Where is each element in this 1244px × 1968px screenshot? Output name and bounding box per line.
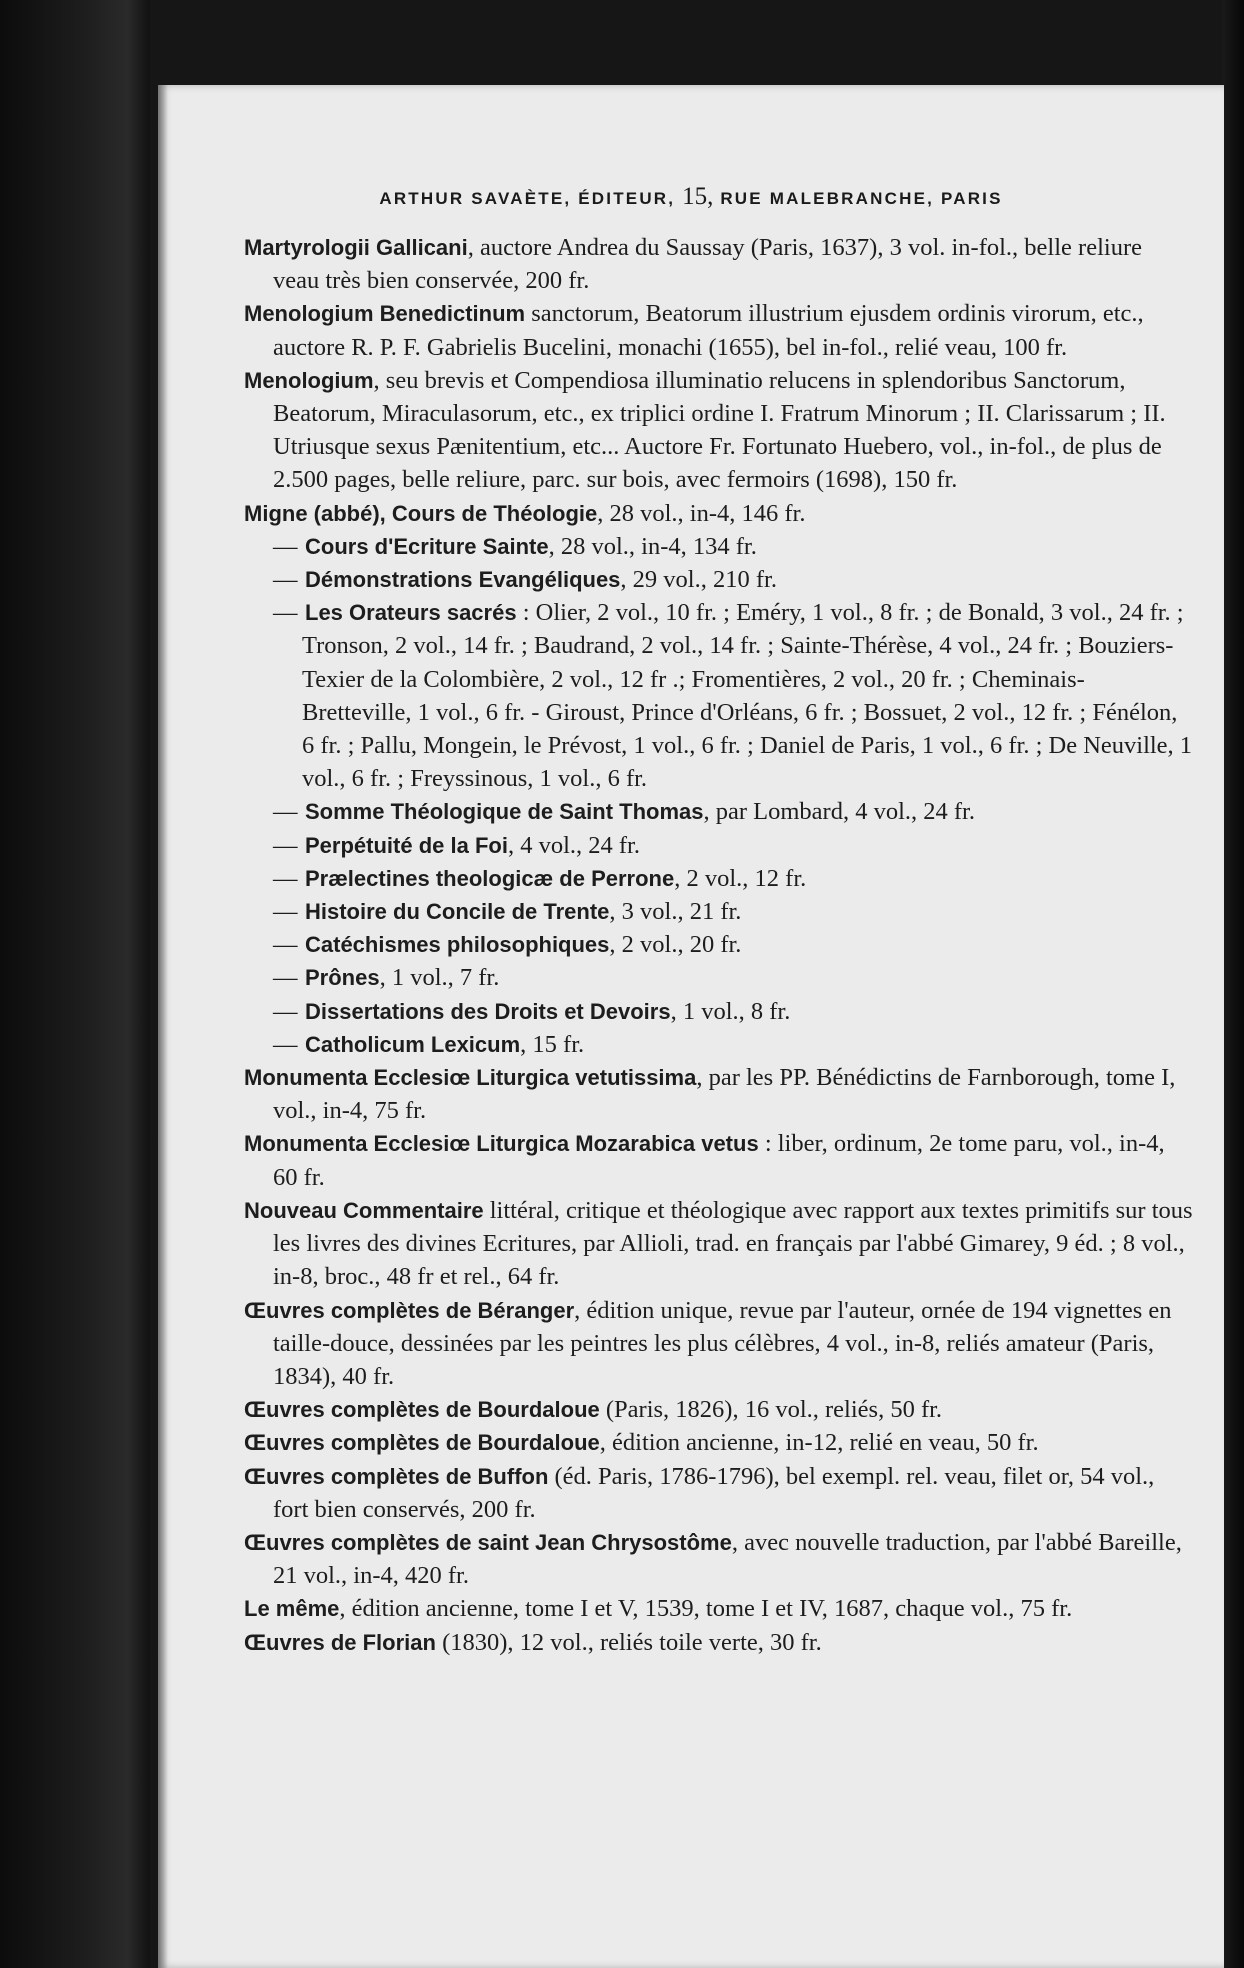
catalogue-entry: [244, 995, 1194, 1028]
ditto-dash: —: [273, 1030, 298, 1058]
catalogue-entries: [244, 231, 1194, 1659]
catalogue-entry: [244, 1460, 1194, 1526]
entry-description: , édition unique, revue par l'auteur, ornée de 194 vignettes en taille-douce, dessinées par les peintres les plus célèbres, 4 vol., in-8, reliés amateur (Paris, 1834), 40 fr.: [273, 1296, 1172, 1390]
catalogue-entry: [244, 297, 1194, 363]
catalogue-entry: [244, 530, 1194, 563]
entry-description: (Paris, 1826), 16 vol., reliés, 50 fr.: [599, 1396, 943, 1424]
catalogue-entry: [244, 1393, 1194, 1426]
entry-title: Menologium: [244, 367, 374, 393]
entry-title: Martyrologii Gallicani: [244, 235, 468, 260]
entry-title: Nouveau Commentaire: [244, 1197, 484, 1223]
ditto-dash: —: [273, 566, 298, 594]
entry-title: Perpétuité de la Foi: [305, 832, 508, 858]
entry-description: , par Lombard, 4 vol., 24 fr.: [703, 798, 975, 826]
entry-title: Démonstrations Evangéliques: [305, 567, 621, 593]
entry-title: Migne (abbé), Cours de Théologie: [244, 500, 598, 526]
entry-description: , auctore Andrea du Saussay (Paris, 1637), 3 vol. in-fol., belle reliure veau très bien conservée, 200 fr.: [273, 234, 1142, 295]
entry-description: , seu brevis et Compendiosa illuminatio relucens in splendoribus Sanctorum, Beatorum, Miraculasorum, etc., ex triplici ordine I. Fratrum Minorum ; II. Clarissarum ; II. Utriusque sexus Pænitentium, etc... Auctore Fr. Fortunato Huebero, vol., in-fol., de plus de 2.500 pages, belle reliure, parc. sur bois, avec fermoirs (1698), 150 fr.: [273, 366, 1166, 494]
catalogue-entry: [244, 1426, 1194, 1459]
catalogue-entry: [244, 961, 1194, 994]
entry-title: Œuvres complètes de Buffon: [244, 1463, 549, 1489]
catalogue-entry: [244, 1626, 1194, 1659]
entry-description: , 4 vol., 24 fr.: [507, 831, 640, 859]
entry-description: , 29 vol., 210 fr.: [620, 566, 777, 594]
entry-title: Catholicum Lexicum: [305, 1031, 521, 1057]
catalogue-entry: [244, 596, 1194, 795]
entry-description: , édition ancienne, in-12, relié en veau, 50 fr.: [599, 1429, 1039, 1457]
catalogue-entry: [244, 895, 1194, 928]
entry-title: Catéchismes philosophiques: [305, 932, 610, 958]
catalogue-entry: [244, 1526, 1194, 1592]
catalogue-entry: [244, 497, 1194, 530]
catalogue-entry: [244, 1028, 1194, 1061]
entry-description: sanctorum, Beatorum illustrium ejusdem ordinis virorum, etc., auctore R. P. F. Gabrielis Bucelini, monachi (1655), bel in-fol., relié veau, 100 fr.: [273, 300, 1144, 361]
entry-description: , 1 vol., 7 fr.: [379, 964, 500, 992]
catalogue-entry: [244, 1194, 1194, 1294]
catalogue-entry: [244, 862, 1194, 895]
ditto-dash: —: [273, 831, 298, 859]
catalogue-entry: [244, 563, 1194, 596]
ditto-dash: —: [273, 599, 298, 627]
catalogue-entry: [244, 1294, 1194, 1394]
entry-title: Le même: [244, 1596, 340, 1622]
entry-description: , 15 fr.: [520, 1030, 585, 1058]
scan-dark-border-right: [1222, 0, 1244, 1968]
running-head: [158, 183, 1224, 211]
entry-title: Dissertations des Droits et Devoirs: [305, 998, 671, 1024]
entry-title: Menologium Benedictinum: [244, 301, 526, 327]
entry-description: (éd. Paris, 1786-1796), bel exempl. rel. veau, filet or, 54 vol., fort bien conservés, 200 fr.: [273, 1462, 1155, 1523]
entry-description: , 28 vol., in-4, 146 fr.: [597, 499, 806, 527]
catalogue-page: [158, 85, 1224, 1968]
entry-title: Œuvres de Florian: [244, 1629, 436, 1655]
entry-description: : liber, ordinum, 2e tome paru, vol., in-4, 60 fr.: [273, 1130, 1165, 1191]
catalogue-entry: [244, 928, 1194, 961]
entry-description: (1830), 12 vol., reliés toile verte, 30 fr.: [435, 1628, 822, 1656]
catalogue-entry: [244, 829, 1194, 862]
catalogue-entry: [244, 1592, 1194, 1625]
ditto-dash: —: [273, 798, 298, 826]
catalogue-entry: [244, 795, 1194, 828]
entry-description: : Olier, 2 vol., 10 fr. ; Eméry, 1 vol., 8 fr. ; de Bonald, 3 vol., 24 fr. ; Tronson, 2 vol., 14 fr. ; Baudrand, 2 vol., 14 fr. ; Sainte-Thérèse, 4 vol., 24 fr. ; Bouziers-Texier de la Colombière, 2 vol., 12 fr .; Fromentières, 2 vol., 20 fr. ; Cheminais-Bretteville, 1 vol., 6 fr. - Giroust, Prince d'Orléans, 6 fr. ; Bossuet, 2 vol., 12 fr. ; Fénélon, 6 fr. ; Pallu, Mongein, le Prévost, 1 vol., 6 fr. ; Daniel de Paris, 1 vol., 6 fr. ; De Neuville, 1 vol., 6 fr. ; Freyssinous, 1 vol., 6 fr.: [302, 599, 1193, 793]
running-head-street: RUE MALEBRANCHE, PARIS: [720, 189, 1003, 208]
ditto-dash: —: [273, 898, 298, 926]
entry-title: Les Orateurs sacrés: [305, 600, 517, 626]
running-head-publisher: ARTHUR SAVAÈTE, ÉDITEUR,: [379, 189, 676, 208]
entry-description: , 28 vol., in-4, 134 fr.: [548, 532, 757, 560]
entry-description: , 1 vol., 8 fr.: [670, 997, 791, 1025]
catalogue-entry: [244, 1127, 1194, 1193]
entry-title: Cours d'Ecriture Sainte: [305, 533, 549, 559]
entry-title: Œuvres complètes de Béranger: [244, 1297, 575, 1323]
entry-title: Prônes: [305, 965, 380, 991]
entry-description: , par les PP. Bénédictins de Farnborough, tome I, vol., in-4, 75 fr.: [273, 1064, 1176, 1125]
running-head-street-number: 15,: [682, 183, 714, 210]
entry-description: , 2 vol., 20 fr.: [609, 931, 742, 959]
entry-description: , avec nouvelle traduction, par l'abbé Bareille, 21 vol., in-4, 420 fr.: [273, 1528, 1182, 1590]
entry-title: Prælectines theologicæ de Perrone: [305, 865, 675, 891]
ditto-dash: —: [273, 532, 298, 560]
entry-title: Œuvres complètes de saint Jean Chrysostôme: [244, 1529, 732, 1555]
entry-description: , 2 vol., 12 fr.: [674, 864, 807, 892]
ditto-dash: —: [273, 931, 298, 959]
entry-title: Monumenta Ecclesiœ Liturgica vetutissima: [244, 1065, 697, 1091]
entry-title: Œuvres complètes de Bourdaloue: [244, 1397, 600, 1423]
entry-title: Histoire du Concile de Trente: [305, 899, 610, 925]
entry-title: Œuvres complètes de Bourdaloue: [244, 1430, 600, 1456]
ditto-dash: —: [273, 964, 298, 992]
entry-description: , 3 vol., 21 fr.: [609, 898, 742, 926]
spine-shadow: [158, 85, 168, 1968]
ditto-dash: —: [273, 997, 298, 1025]
entry-title: Monumenta Ecclesiœ Liturgica Mozarabica vetus: [244, 1131, 759, 1157]
entry-title: Somme Théologique de Saint Thomas: [305, 799, 704, 825]
catalogue-entry: [244, 231, 1194, 297]
catalogue-entry: [244, 364, 1194, 497]
ditto-dash: —: [273, 864, 298, 892]
catalogue-entry: [244, 1061, 1194, 1127]
scan-dark-border-left: [0, 0, 150, 1968]
entry-description: littéral, critique et théologique avec rapport aux textes primitifs sur tous les livres des divines Ecritures, par Allioli, trad. en français par l'abbé Gimarey, 9 éd. ; 8 vol., in-8, broc., 48 fr et rel., 64 fr.: [273, 1196, 1193, 1291]
entry-description: , édition ancienne, tome I et V, 1539, tome I et IV, 1687, chaque vol., 75 fr.: [339, 1595, 1073, 1623]
